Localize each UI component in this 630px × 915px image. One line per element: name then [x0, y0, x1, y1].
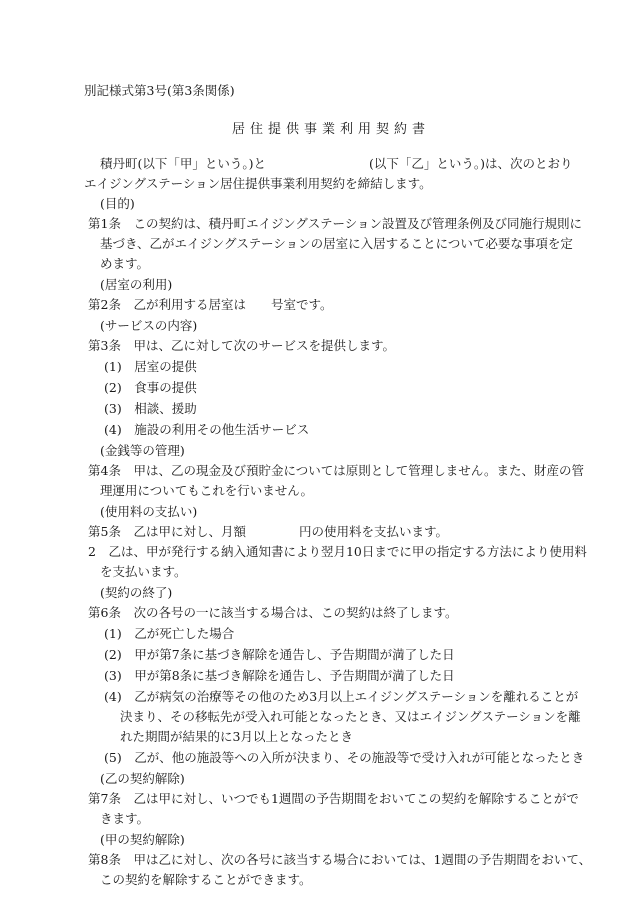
article-6-line-1: 第6条 次の各号の一に該当する場合は、この契約は終了します。 [88, 605, 458, 620]
article-8-heading: (甲の契約解除) [100, 832, 185, 847]
article-6-heading: (契約の終了) [100, 585, 173, 600]
form-header: 別記様式第3号(第3条関係) [84, 83, 235, 98]
article-8-line-1: 第8条 甲は乙に対し、次の各号に該当する場合においては、1週間の予告期間をおいて、 [88, 852, 592, 867]
article-7-line-2: きます。 [100, 811, 150, 826]
article-5-para-2-line-2: を支払います。 [100, 564, 187, 579]
article-5-line-1a: 第5条 乙は甲に対し、月額 [88, 524, 246, 539]
article-8-line-2: この契約を解除することができます。 [100, 872, 312, 887]
article-1-line-2: 基づき、乙がエイジングステーションの居室に入居することについて必要な事項を定 [100, 236, 573, 251]
intro-line-2: エイジングステーション居住提供事業利用契約を締結します。 [84, 176, 432, 191]
article-5-heading: (使用料の支払い) [100, 504, 198, 519]
article-3-heading: (サービスの内容) [100, 318, 198, 333]
article-3-item-2: (2) 食事の提供 [104, 380, 197, 395]
article-6-item-4-line-3: れた期間が結果的に3月以上となったとき [120, 729, 353, 744]
article-6-item-3: (3) 甲が第8条に基づき解除を通告し、予告期間が満了した日 [104, 668, 455, 683]
intro-line-1a: 積丹町(以下「甲」という。)と [100, 156, 267, 171]
document-title: 居住提供事業利用契約書 [232, 122, 431, 137]
article-6-item-1: (1) 乙が死亡した場合 [104, 626, 235, 641]
article-1-line-1: 第1条 この契約は、積丹町エイジングステーション設置及び管理条例及び同施行規則に [88, 216, 583, 231]
article-6-item-4-line-2: 決まり、その移転先が受入れ可能となったとき、又はエイジングステーションを離 [120, 709, 581, 724]
intro-line-1b: (以下「乙」という。)は、次のとおり [369, 156, 573, 171]
article-4-line-2: 理運用についてもこれを行いません。 [100, 483, 314, 498]
article-3-line-1: 第3条 甲は、乙に対して次のサービスを提供します。 [88, 338, 395, 353]
article-3-item-1: (1) 居室の提供 [104, 359, 197, 374]
article-6-item-5: (5) 乙が、他の施設等への入所が決まり、その施設等で受け入れが可能となったとき [104, 750, 585, 765]
article-2-line-1: 第2条 乙が利用する居室は 号室です。 [88, 297, 333, 312]
article-6-item-2: (2) 甲が第7条に基づき解除を通告し、予告期間が満了した日 [104, 647, 455, 662]
article-2-heading: (居室の利用) [100, 277, 173, 292]
article-4-line-1: 第4条 甲は、乙の現金及び預貯金については原則として管理しません。また、財産の管 [88, 463, 584, 478]
article-5-line-1b: 円の使用料を支払います。 [299, 524, 449, 539]
article-5-para-2-line-1: 2 乙は、甲が発行する納入通知書により翌月10日までに甲の指定する方法により使用料 [88, 544, 587, 559]
article-7-line-1: 第7条 乙は甲に対し、いつでも1週間の予告期間をおいてこの契約を解除することがで [88, 791, 579, 806]
article-1-heading: (目的) [100, 196, 135, 211]
article-6-item-4-line-1: (4) 乙が病気の治療等その他のため3月以上エイジングステーションを離れることが [104, 689, 579, 704]
article-1-line-3: めます。 [100, 256, 150, 271]
article-4-heading: (金銭等の管理) [100, 443, 185, 458]
article-3-item-3: (3) 相談、援助 [104, 401, 197, 416]
article-7-heading: (乙の契約解除) [100, 771, 185, 786]
article-3-item-4: (4) 施設の利用その他生活サービス [104, 422, 310, 437]
